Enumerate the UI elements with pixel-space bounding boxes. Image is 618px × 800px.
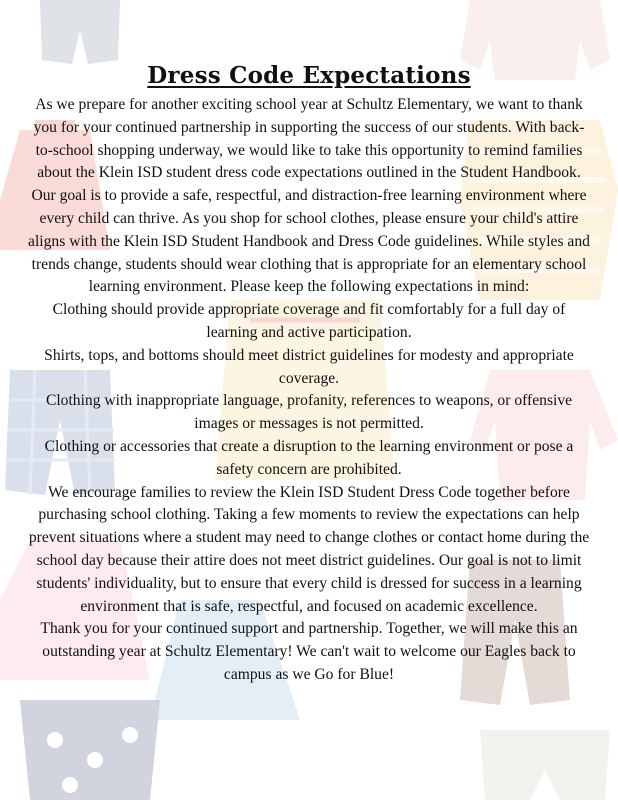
intro-paragraph: As we prepare for another exciting school year at Schultz Elementary, we want to thank you for your continued partnership in supporting the success of our students. With back-to-school shopping underway, we would like to take this opportunity to remind families about the Klein ISD student dress code expectations outlined in the Student Handbook. Our goal is to provide a safe, respectful, and distraction-free learning environment where every child can thrive. As you shop for school clothes, please ensure your child's attire aligns with the Klein ISD Student Handbook and Dress Code guidelines. While styles and trends change, students should wear clothing that is appropriate for an elementary school learning environment. Please keep the following expectations in mind: [28,96,590,296]
main-content [0,62,618,687]
expectation-coverage: Clothing should provide appropriate coverage and fit comfortably for a full day of learning and active participation. [52,301,566,341]
page-title: Dress Code Expectations [147,62,471,89]
closing-paragraph: Thank you for your continued support and partnership. Together, we will make this an outstanding year at Schultz Elementary! We can't wait to welcome our Eagles back to campus as we Go for Blue! [40,620,578,683]
review-paragraph: We encourage families to review the Klein ISD Student Dress Code together before purchasing school clothing. Taking a few moments to review the expectations can help prevent situations where a student may need to change clothes or contact home during the school day because their attire does not meet district guidelines. Our goal is not to limit students' individuality, but to ensure that every child is dressed for success in a learning environment that is safe, respectful, and focused on academic excellence. [28,483,590,615]
expectation-modesty: Shirts, tops, and bottoms should meet district guidelines for modesty and appropriate coverage. [44,346,574,387]
expectation-language: Clothing with inappropriate language, profanity, references to weapons, or offensive images or messages is not permitted. [45,392,573,433]
expectation-safety: Clothing or accessories that create a disruption to the learning environment or pose a safety concern are prohibited. [44,437,574,478]
